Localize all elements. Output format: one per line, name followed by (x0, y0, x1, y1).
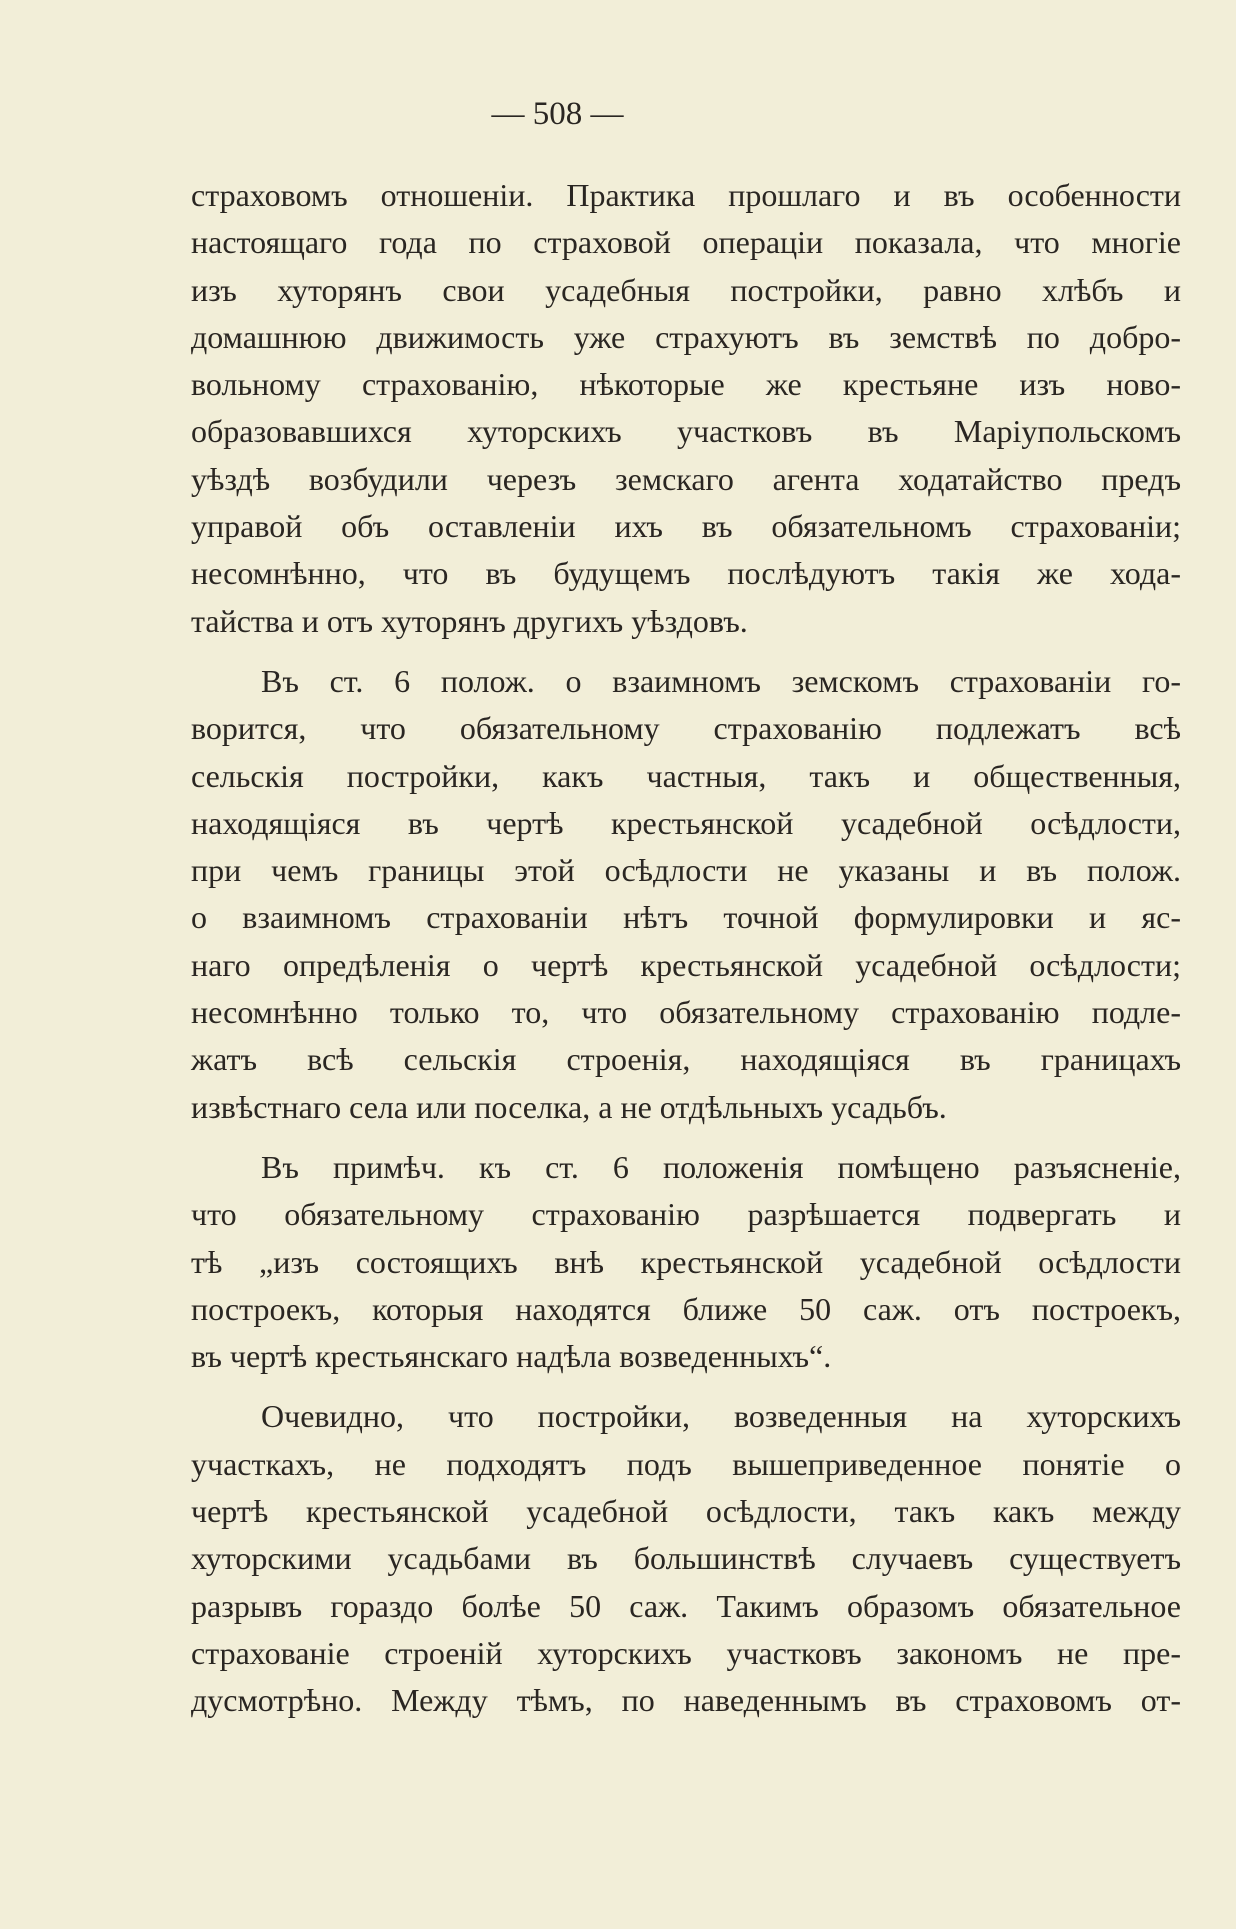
text-line: при чемъ границы этой осѣдлости не указаны и въ полож. (191, 852, 1181, 889)
text-line: Въ ст. 6 полож. о взаимномъ земскомъ страхованіи го- (261, 662, 1181, 699)
text-line: находящіяся въ чертѣ крестьянской усадебной осѣдлости, (191, 804, 1181, 841)
text-line: извѣстнаго села или поселка, а не отдѣльныхъ усадьбъ. (191, 1088, 947, 1125)
text-line: настоящаго года по страховой операціи показала, что многіе (191, 224, 1181, 261)
paragraph (191, 658, 1181, 1131)
page-number: — 508 — (491, 96, 624, 132)
text-line: управой объ оставленіи ихъ въ обязательномъ страхованіи; (191, 508, 1181, 545)
text-line: о взаимномъ страхованіи нѣтъ точной формулировки и яс- (191, 899, 1181, 936)
text-line: построекъ, которыя находятся ближе 50 саж. отъ построекъ, (191, 1290, 1181, 1327)
text-line: чертѣ крестьянской усадебной осѣдлости, такъ какъ между (191, 1493, 1181, 1530)
text-line: домашнюю движимость уже страхуютъ въ земствѣ по добро- (191, 318, 1181, 355)
text-line: разрывъ гораздо болѣе 50 саж. Такимъ образомъ обязательное (191, 1587, 1181, 1624)
text-line: тѣ „изъ состоящихъ внѣ крестьянской усадебной осѣдлости (191, 1243, 1181, 1280)
text-line: изъ хуторянъ свои усадебныя постройки, равно хлѣбъ и (191, 271, 1181, 308)
text-line: участкахъ, не подходятъ подъ вышеприведенное понятіе о (191, 1445, 1181, 1482)
text-line: ворится, что обязательному страхованію подлежатъ всѣ (191, 710, 1181, 747)
text-line: страховомъ отношеніи. Практика прошлаго и въ особенности (191, 177, 1181, 213)
document-body (191, 172, 1181, 1738)
text-line: тайства и отъ хуторянъ другихъ уѣздовъ. (191, 602, 748, 639)
text-line: въ чертѣ крестьянскаго надѣла возведенныхъ“. (191, 1338, 832, 1375)
text-line: дусмотрѣно. Между тѣмъ, по наведеннымъ въ страховомъ от- (191, 1682, 1181, 1719)
text-line: страхованіе строеній хуторскихъ участковъ закономъ не пре- (191, 1634, 1181, 1671)
text-line: уѣздѣ возбудили черезъ земскаго агента ходатайство предъ (191, 460, 1181, 497)
paragraph (191, 1393, 1181, 1724)
text-line: жатъ всѣ сельскія строенія, находящіяся въ границахъ (191, 1041, 1181, 1078)
text-line: хуторскими усадьбами въ большинствѣ случаевъ существуетъ (191, 1540, 1181, 1577)
text-line: образовавшихся хуторскихъ участковъ въ Маріупольскомъ (191, 413, 1181, 450)
text-line: наго опредѣленія о чертѣ крестьянской усадебной осѣдлости; (191, 946, 1181, 983)
paragraph (191, 172, 1181, 645)
text-line: несомнѣнно, что въ будущемъ послѣдуютъ такія же хода- (191, 555, 1181, 592)
text-line: Въ примѣч. къ ст. 6 положенія помѣщено разъясненіе, (261, 1148, 1181, 1185)
text-line: Очевидно, что постройки, возведенныя на хуторскихъ (261, 1398, 1181, 1435)
text-line: сельскія постройки, какъ частныя, такъ и общественныя, (191, 757, 1181, 794)
text-line: вольному страхованію, нѣкоторые же крестьяне изъ ново- (191, 366, 1181, 403)
text-line: что обязательному страхованію разрѣшается подвергать и (191, 1196, 1181, 1233)
text-line: несомнѣнно только то, что обязательному страхованію подле- (191, 994, 1181, 1031)
paragraph (191, 1144, 1181, 1380)
